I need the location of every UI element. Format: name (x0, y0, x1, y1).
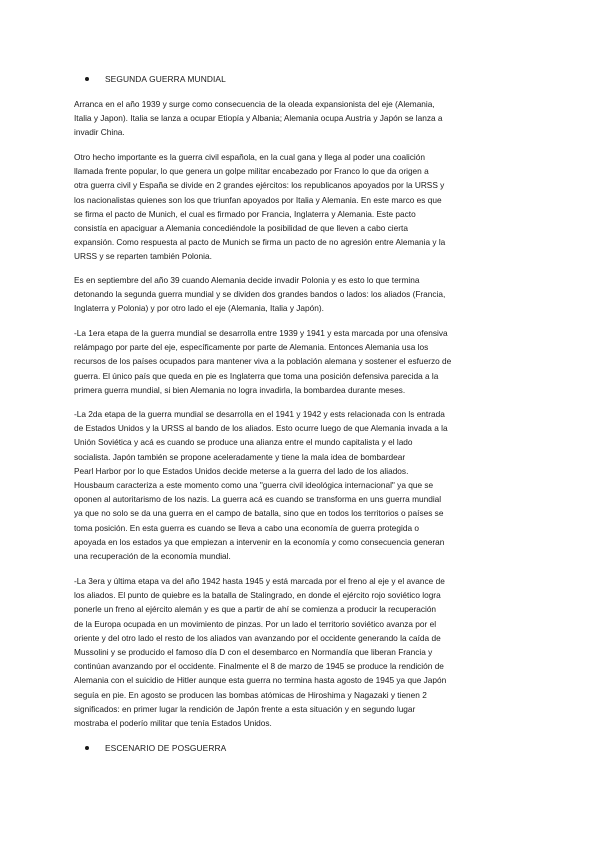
text-line: seguía en pie. En agosto se producen las bombas atómicas de Hiroshima y Nagazaki y tienen 2 (74, 689, 427, 700)
text-line: oriente y del otro lado el resto de los aliados van avanzando por el occidente generando la caída de (74, 632, 441, 643)
section-heading-segunda-guerra (91, 74, 226, 84)
text-line: de Estados Unidos y la URSS al bando de los aliados. Esto ocurre luego de que Alemania invada a la (74, 423, 448, 434)
text-line: consistía en apaciguar a Alemania concediéndole la posibilidad de que lleven a cabo cierta (74, 223, 408, 234)
text-line: Arranca en el año 1939 y surge como consecuencia de la oleada expansionista del eje (Alemania, (74, 99, 435, 109)
text-line: ponerle un freno al ejército alemán y es que a partir de ahí se comienza a producir la recuperación (74, 604, 437, 615)
text-line: relámpago por parte del eje, específicamente por parte de Alemania. Entonces Alemania usa los (74, 342, 429, 353)
text-line: llamada frente popular, lo que genera un golpe militar encabezado por Franco lo que da origen a (74, 166, 429, 177)
text-line: Unión Soviética y acá es cuando se produce una alianza entre el mundo capitalista y el lado (74, 437, 413, 448)
text-line: apoyada en los estados ya que empiezan a intervenir en la economía y como consecuencia generan (74, 536, 445, 547)
paragraph-primera-etapa (74, 326, 526, 397)
bullet-icon (85, 746, 89, 750)
text-line: guerra. El único país que queda en pie es Inglaterra que toma una posición defensiva parecida a la (74, 370, 439, 381)
text-line: mostraba el poderío militar que tenía Estados Unidos. (74, 718, 272, 729)
text-line: primera guerra mundial, si bien Alemania no logra invadirla, la bombardea durante meses. (74, 384, 406, 395)
section-heading-text: ESCENARIO DE POSGUERRA (105, 743, 227, 753)
text-line: oponen al autoritarismo de los nazis. La guerra acá es cuando se transforma en uns guerra mundial (74, 494, 442, 505)
paragraph-guerra-civil (74, 150, 526, 264)
text-line: significados: en primer lugar la rendición de Japón frente a esta situación y en segundo lugar (74, 703, 416, 714)
text-line: detonando la segunda guerra mundial y se dividen dos grandes bandos o lados: los aliados (Francia, (74, 289, 446, 300)
text-line: de la Europa ocupada en un movimiento de pinzas. Por un lado el territorio soviético avanza por el (74, 618, 437, 629)
text-line: Inglaterra y Polonia) y por otro lado el eje (Alemania, Italia y Japón). (74, 303, 324, 314)
text-line: Otro hecho importante es la guerra civil española, en la cual gana y llega al poder una coalición (74, 152, 425, 162)
paragraph-invasion-polonia (74, 273, 526, 316)
paragraph-tercera-etapa (74, 574, 526, 730)
text-line: Pearl Harbor por lo que Estados Unidos decide meterse a la guerra del lado de los aliados. (74, 465, 409, 476)
text-line: se firma el pacto de Munich, el cual es firmado por Francia, Inglaterra y Alemania. Este pacto (74, 208, 416, 219)
text-line: -La 2da etapa de la guerra mundial se desarrolla en el 1941 y 1942 y ests relacionada con ls entrada (74, 409, 445, 419)
bullet-icon (85, 77, 89, 81)
paragraph-segunda-etapa (74, 407, 526, 563)
text-line: socialista. Japón también se propone aceleradamente y tiene la mala idea de bombardear (74, 451, 406, 462)
text-line: -La 1era etapa de la guerra mundial se desarrolla entre 1939 y 1941 y esta marcada por una ofensiva (74, 328, 448, 338)
section-heading-text: SEGUNDA GUERRA MUNDIAL (105, 74, 226, 84)
text-line: ya que no solo se da una guerra en el campo de batalla, sino que en todos los territorios o países se (74, 508, 444, 519)
text-line: expansión. Como respuesta al pacto de Munich se firma un pacto de no agresión entre Alemania y la (74, 237, 446, 248)
text-line: una recuperación de la economía mundial. (74, 551, 231, 562)
text-line: Es en septiembre del año 39 cuando Alemania decide invadir Polonia y es esto lo que termina (74, 275, 420, 285)
text-line: continúan avanzando por el occidente. Finalmente el 8 de marzo de 1945 se produce la rendición de (74, 661, 444, 672)
text-line: los aliados. El punto de quiebre es la batalla de Stalingrado, en donde el ejército rojo soviético logra (74, 590, 441, 601)
section-heading-posguerra (91, 743, 226, 753)
text-line: -La 3era y última etapa va del año 1942 hasta 1945 y está marcada por el freno al eje y el avance de (74, 576, 445, 586)
text-line: invadir China. (74, 127, 125, 138)
text-line: recursos de los países ocupados para mantener viva a la población alemana y sostener el esfuerzo de (74, 356, 452, 367)
text-line: toma posición. En esta guerra es cuando se lleva a cabo una economía de guerra protegida o (74, 522, 420, 533)
text-line: Italia y Japon). Italia se lanza a ocupar Etiopía y Albania; Alemania ocupa Austria y Japón se lanza a (74, 113, 443, 124)
text-line: Mussolini y se producido el famoso día D con el desembarco en Normandía que liberan Francia y (74, 647, 433, 658)
text-line: URSS y se reparten también Polonia. (74, 251, 212, 262)
text-line: otra guerra civil y España se divide en 2 grandes ejércitos: los republicanos apoyados por la URSS y (74, 180, 445, 191)
paragraph-intro (74, 97, 526, 140)
text-line: Housbaum caracteriza a este momento como una "guerra civil ideológica internacional" ya que se (74, 480, 434, 491)
text-line: Alemania con el suicidio de Hitler aunque esta guerra no termina hasta agosto de 1945 ya que Japón (74, 675, 447, 686)
text-line: los nacionalistas quienes son los que triunfan apoyados por Italia y Alemania. En este marco es que (74, 194, 442, 205)
